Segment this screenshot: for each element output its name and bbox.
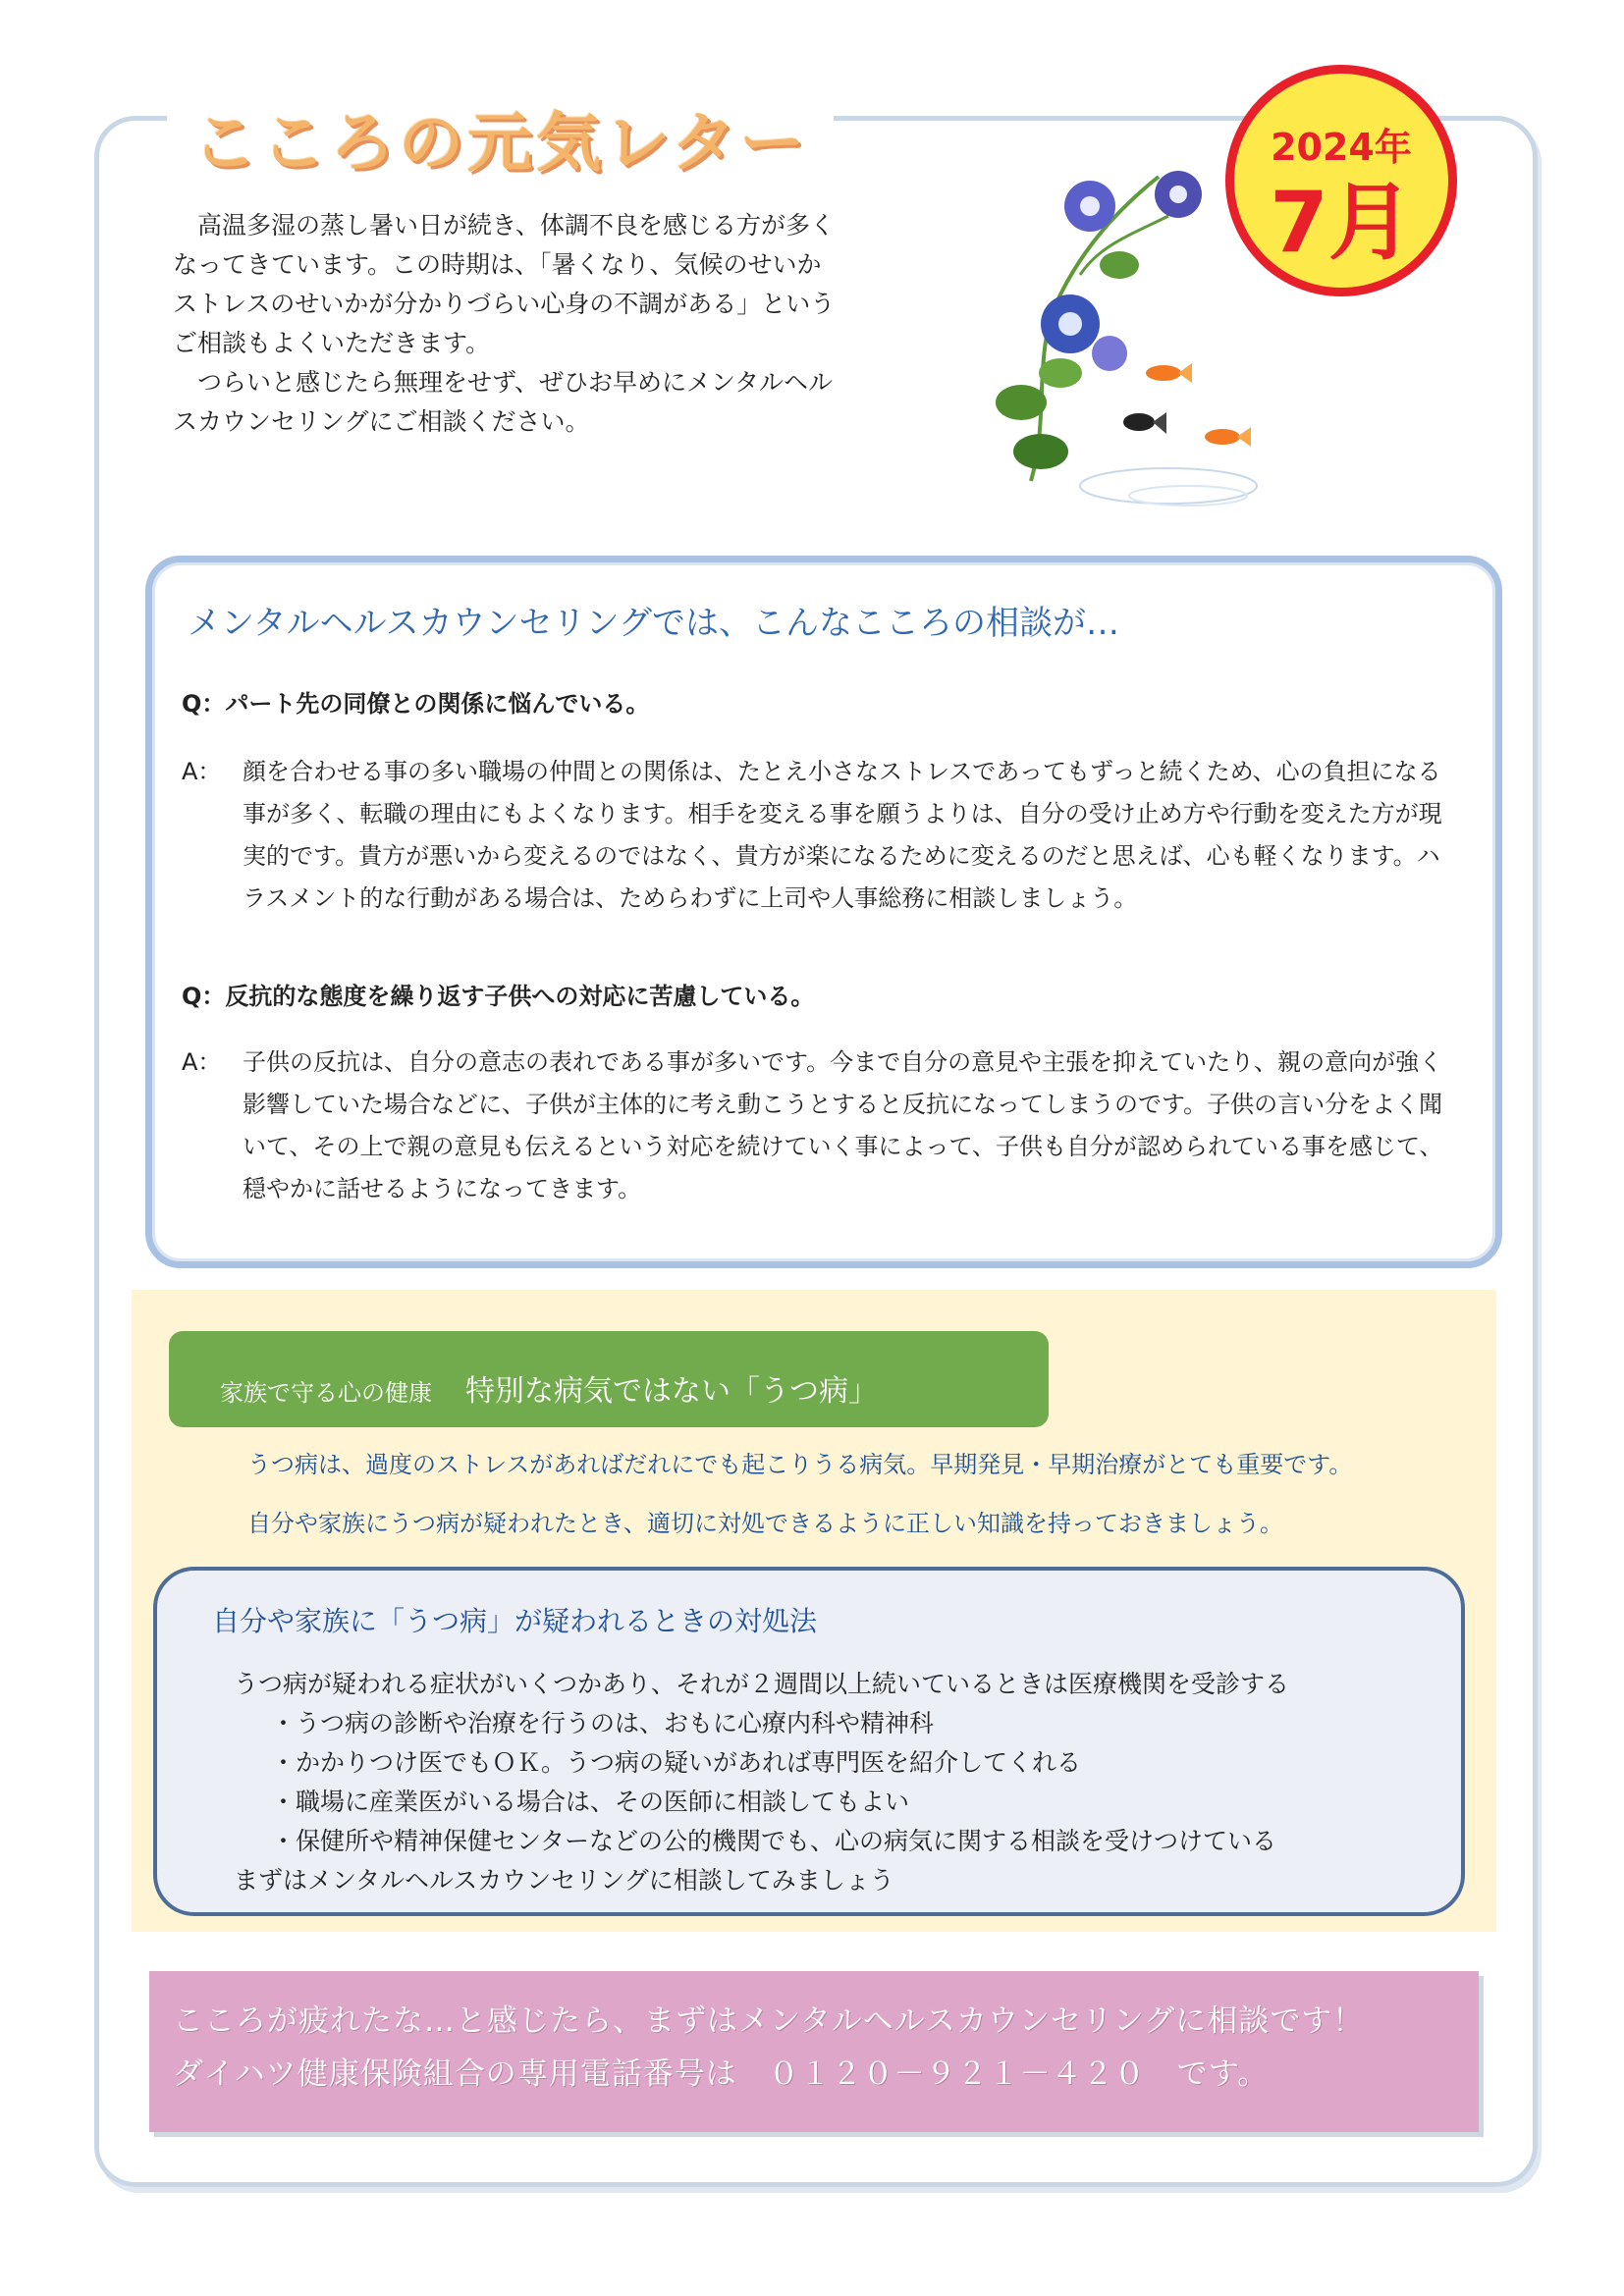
footer-phone-line: ダイハツ健康保険組合の専用電話番号は ０１２０－９２１－４２０ です。 xyxy=(173,2056,1270,2092)
answer-label: A： xyxy=(182,1048,222,1076)
depression-section xyxy=(132,1290,1496,1932)
banner-title: 特別な病気ではない「うつ病」 xyxy=(465,1374,878,1409)
answer-1 xyxy=(182,751,1458,920)
answer-text: 子供の反抗は、自分の意志の表れである事が多いです。今まで自分の意見や主張を抑えていたり、親の意向が強く影響していた場合などに、子供が主体的に考え動こうとすると反抗になってしまうのです。子供の言い分をよく聞いて、その上で親の意見も伝えるという対応を続けていく事によって、子供も自分が認められている事を感じて、穏やかに話せるようになってきます。 xyxy=(243,1048,1443,1202)
answer-2 xyxy=(182,1041,1458,1210)
coping-closing: まずはメンタルヘルスカウンセリングに相談してみましょう xyxy=(234,1866,894,1895)
question-1: Q：パート先の同僚との関係に悩んでいる。 xyxy=(182,690,650,718)
question-2: Q：反抗的な態度を繰り返す子供への対応に苦慮している。 xyxy=(182,983,815,1010)
coping-title: 自分や家族に「うつ病」が疑われるときの対処法 xyxy=(212,1605,818,1637)
answer-label: A： xyxy=(182,758,222,785)
coping-box xyxy=(153,1567,1465,1916)
coping-bullet: ・かかりつけ医でもＯＫ。うつ病の疑いがあれば専門医を紹介してくれる xyxy=(271,1748,1082,1777)
coping-list xyxy=(234,1665,1289,1900)
morning-glory-goldfish-icon xyxy=(992,157,1267,530)
qa-heading: メンタルヘルスカウンセリングでは、こんなこころの相談が… xyxy=(188,604,1119,643)
date-year: 2024年 xyxy=(1271,126,1412,169)
newsletter-title: こころの元気レター xyxy=(192,105,809,181)
date-month: 7月 xyxy=(1270,174,1413,272)
intro-text xyxy=(173,206,840,442)
depression-banner xyxy=(169,1331,1049,1427)
intro-paragraph: つらいと感じたら無理をせず、ぜひお早めにメンタルヘルスカウンセリングにご相談ください。 xyxy=(173,368,834,436)
coping-bullet: ・うつ病の診断や治療を行うのは、おもに心療内科や精神科 xyxy=(271,1709,935,1737)
answer-text: 顔を合わせる事の多い職場の仲間との関係は、たとえ小さなストレスであってもずっと続くため、心の負担になる事が多く、転職の理由にもよくなります。相手を変える事を願うよりは、自分の受け止め方や行動を変えた方が現実的です。貴方が悪いから変えるのではなく、貴方が楽になるために変えるのだと思えば、心も軽くなります。ハラスメント的な行動がある場合は、ためらわずに上司や人事総務に相談しましょう。 xyxy=(243,758,1442,912)
coping-lead: うつ病が疑われる症状がいくつかあり、それが２週間以上続いているときは医療機関を受診する xyxy=(234,1670,1290,1698)
qa-box xyxy=(145,556,1502,1268)
coping-bullet: ・職場に産業医がいる場合は、その医師に相談してもよい xyxy=(271,1788,910,1816)
title-wrap xyxy=(167,90,834,184)
contact-footer xyxy=(149,1971,1479,2132)
depression-line-2: 自分や家族にうつ病が疑われたとき、適切に対処できるように正しい知識を持っておきましょう。 xyxy=(247,1510,1284,1537)
footer-line-1: こころが疲れたな…と感じたら、まずはメンタルヘルスカウンセリングに相談です！ xyxy=(173,2003,1365,2039)
depression-line-1: うつ病は、過度のストレスがあればだれにでも起こりうる病気。早期発見・早期治療がとても重要です。 xyxy=(247,1451,1353,1478)
intro-paragraph: 高温多湿の蒸し暑い日が続き、体調不良を感じる方が多くなってきています。この時期は、「暑くなり、気候のせいかストレスのせいかが分かりづらい心身の不調がある」というご相談もよくいただきます。 xyxy=(173,211,836,357)
banner-subtitle: 家族で守る心の健康 xyxy=(220,1379,432,1407)
coping-bullet: ・保健所や精神保健センターなどの公的機関でも、心の病気に関する相談を受けつけている xyxy=(271,1827,1277,1855)
